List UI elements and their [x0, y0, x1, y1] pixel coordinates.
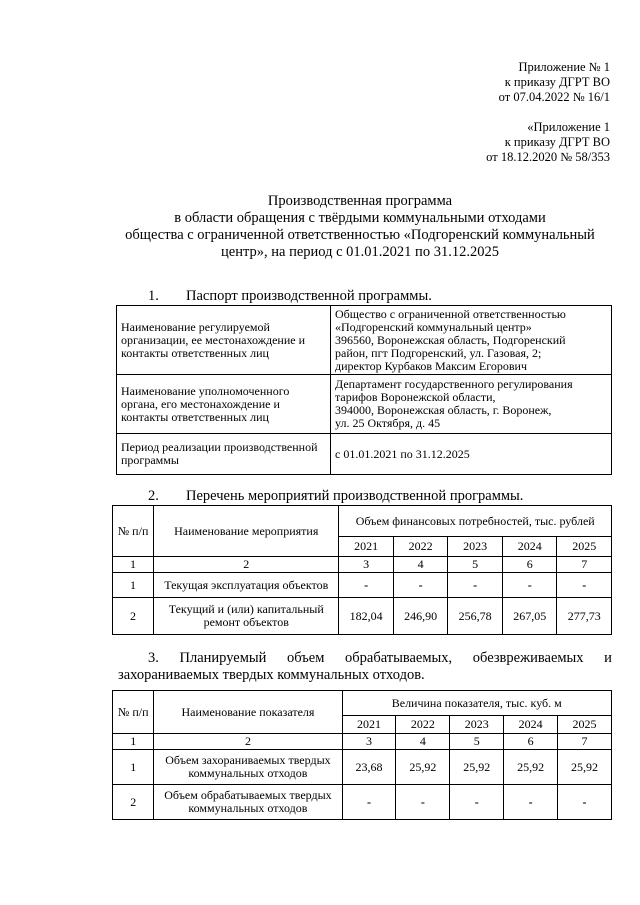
row-value: 25,92	[450, 750, 504, 785]
header-year: 2022	[396, 716, 450, 734]
table-header-row	[113, 691, 612, 716]
section-2-number: 2.	[148, 488, 159, 504]
header-year: 2024	[504, 716, 558, 734]
appendix-2-line-1: «Приложение 1	[527, 120, 610, 134]
header-number: № п/п	[113, 506, 154, 557]
row-value: 182,04	[339, 598, 394, 635]
table-header-row	[113, 506, 612, 537]
row-value: -	[342, 785, 396, 820]
passport-value	[331, 434, 612, 475]
header-name: Наименование мероприятия	[154, 506, 339, 557]
index-cell: 6	[502, 557, 557, 573]
header-year: 2021	[342, 716, 396, 734]
title-line-3: общества с ограниченной ответственностью «Подгоренский коммунальный	[125, 227, 595, 243]
row-value: -	[393, 573, 448, 598]
index-row	[113, 734, 612, 750]
header-year: 2024	[502, 537, 557, 557]
header-year: 2021	[339, 537, 394, 557]
section-3-title-line-1	[118, 650, 612, 667]
events-table	[112, 505, 612, 635]
section-2-title: Перечень мероприятий производственной программы.	[186, 488, 524, 504]
index-cell: 4	[396, 734, 450, 750]
row-value: 25,92	[504, 750, 558, 785]
table-row	[113, 750, 612, 785]
appendix-1-line-1: Приложение № 1	[518, 60, 610, 74]
index-cell: 1	[113, 734, 154, 750]
index-cell: 4	[393, 557, 448, 573]
value-line: район, пгт Подгоренский, ул. Газовая, 2;	[335, 345, 542, 360]
table-row	[113, 598, 612, 635]
row-value: 267,05	[502, 598, 557, 635]
row-value: 23,68	[342, 750, 396, 785]
appendix-1-line-3: от 07.04.2022 № 16/1	[498, 90, 610, 104]
table-row	[117, 306, 612, 375]
value-line: ул. 25 Октября, д. 45	[335, 416, 441, 430]
index-cell: 3	[342, 734, 396, 750]
table-row	[117, 375, 612, 434]
row-name: Объем обрабатываемых твердых коммунальных отходов	[154, 785, 342, 820]
row-value: -	[339, 573, 394, 598]
title-line-1: Производственная программа	[267, 193, 453, 209]
row-number: 2	[113, 598, 154, 635]
header-year: 2025	[558, 716, 612, 734]
document-title	[100, 193, 620, 261]
row-value: 256,78	[448, 598, 503, 635]
value-line: Общество с ограниченной ответственностью	[335, 306, 566, 321]
index-row	[113, 557, 612, 573]
row-value: -	[450, 785, 504, 820]
value-line: Департамент государственного регулирования	[335, 377, 573, 391]
passport-label: Период реализации производственной программы	[117, 434, 331, 475]
index-cell: 3	[339, 557, 394, 573]
value-line: директор Курбаков Максим Егорович	[335, 358, 527, 373]
section-3-word: объем	[287, 650, 325, 666]
index-cell: 1	[113, 557, 154, 573]
row-value: 246,90	[393, 598, 448, 635]
row-value: -	[504, 785, 558, 820]
index-cell: 5	[448, 557, 503, 573]
section-3-word: и	[604, 650, 612, 666]
header-group: Объем финансовых потребностей, тыс. рублей	[339, 506, 612, 537]
row-value: -	[502, 573, 557, 598]
index-cell: 5	[450, 734, 504, 750]
row-value: 25,92	[558, 750, 612, 785]
row-number: 1	[113, 573, 154, 598]
row-name: Объем захораниваемых твердых коммунальных отходов	[154, 750, 342, 785]
value-line: тарифов Воронежской области,	[335, 390, 496, 404]
row-value: 25,92	[396, 750, 450, 785]
title-line-2: в области обращения с твёрдыми коммунальными отходами	[174, 210, 546, 226]
appendix-header-1	[499, 60, 610, 105]
index-cell: 7	[558, 734, 612, 750]
row-value: 277,73	[557, 598, 612, 635]
passport-value	[331, 306, 612, 375]
appendix-header-2	[486, 120, 610, 165]
appendix-2-line-3: от 18.12.2020 № 58/353	[486, 150, 610, 164]
section-1-number: 1.	[148, 288, 159, 304]
table-row	[117, 434, 612, 475]
index-cell: 2	[154, 734, 342, 750]
section-3-heading	[118, 650, 612, 684]
row-value: -	[396, 785, 450, 820]
section-3-word: обрабатываемых,	[345, 650, 453, 666]
row-value: -	[558, 785, 612, 820]
section-2-heading	[148, 488, 523, 505]
passport-label: Наименование регулируемой организации, ее местонахождение и контакты ответственных лиц	[117, 306, 331, 375]
section-1-heading	[148, 288, 432, 305]
section-3-title-line-2: захораниваемых твердых коммунальных отходов.	[118, 667, 425, 683]
row-name: Текущий и (или) капитальный ремонт объектов	[154, 598, 339, 635]
value-line: 396560, Воронежская область, Подгоренский	[335, 332, 566, 347]
index-cell: 6	[504, 734, 558, 750]
row-value: -	[557, 573, 612, 598]
index-cell: 7	[557, 557, 612, 573]
row-name: Текущая эксплуатация объектов	[154, 573, 339, 598]
header-name: Наименование показателя	[154, 691, 342, 734]
passport-label: Наименование уполномоченного органа, его местонахождение и контакты ответственных лиц	[117, 375, 331, 434]
section-3-number: 3.	[148, 650, 159, 666]
header-year: 2022	[393, 537, 448, 557]
value-line: с 01.01.2021 по 31.12.2025	[335, 446, 470, 461]
row-number: 2	[113, 785, 154, 820]
passport-value	[331, 375, 612, 434]
section-1-title: Паспорт производственной программы.	[186, 288, 432, 304]
table-row	[113, 573, 612, 598]
value-line: «Подгоренский коммунальный центр»	[335, 319, 532, 334]
table-row	[113, 785, 612, 820]
row-value: -	[448, 573, 503, 598]
section-3-word: обезвреживаемых	[472, 650, 584, 666]
header-group: Величина показателя, тыс. куб. м	[342, 691, 612, 716]
row-number: 1	[113, 750, 154, 785]
appendix-1-line-2: к приказу ДГРТ ВО	[504, 75, 610, 89]
title-line-4: центр», на период с 01.01.2021 по 31.12.2025	[221, 244, 499, 260]
header-year: 2023	[450, 716, 504, 734]
passport-table	[116, 305, 612, 475]
section-3-word: Планируемый	[179, 650, 267, 666]
value-line: 394000, Воронежская область, г. Воронеж,	[335, 403, 552, 417]
header-number: № п/п	[113, 691, 154, 734]
header-year: 2023	[448, 537, 503, 557]
indicators-table	[112, 690, 612, 820]
index-cell: 2	[154, 557, 339, 573]
header-year: 2025	[557, 537, 612, 557]
appendix-2-line-2: к приказу ДГРТ ВО	[504, 135, 610, 149]
